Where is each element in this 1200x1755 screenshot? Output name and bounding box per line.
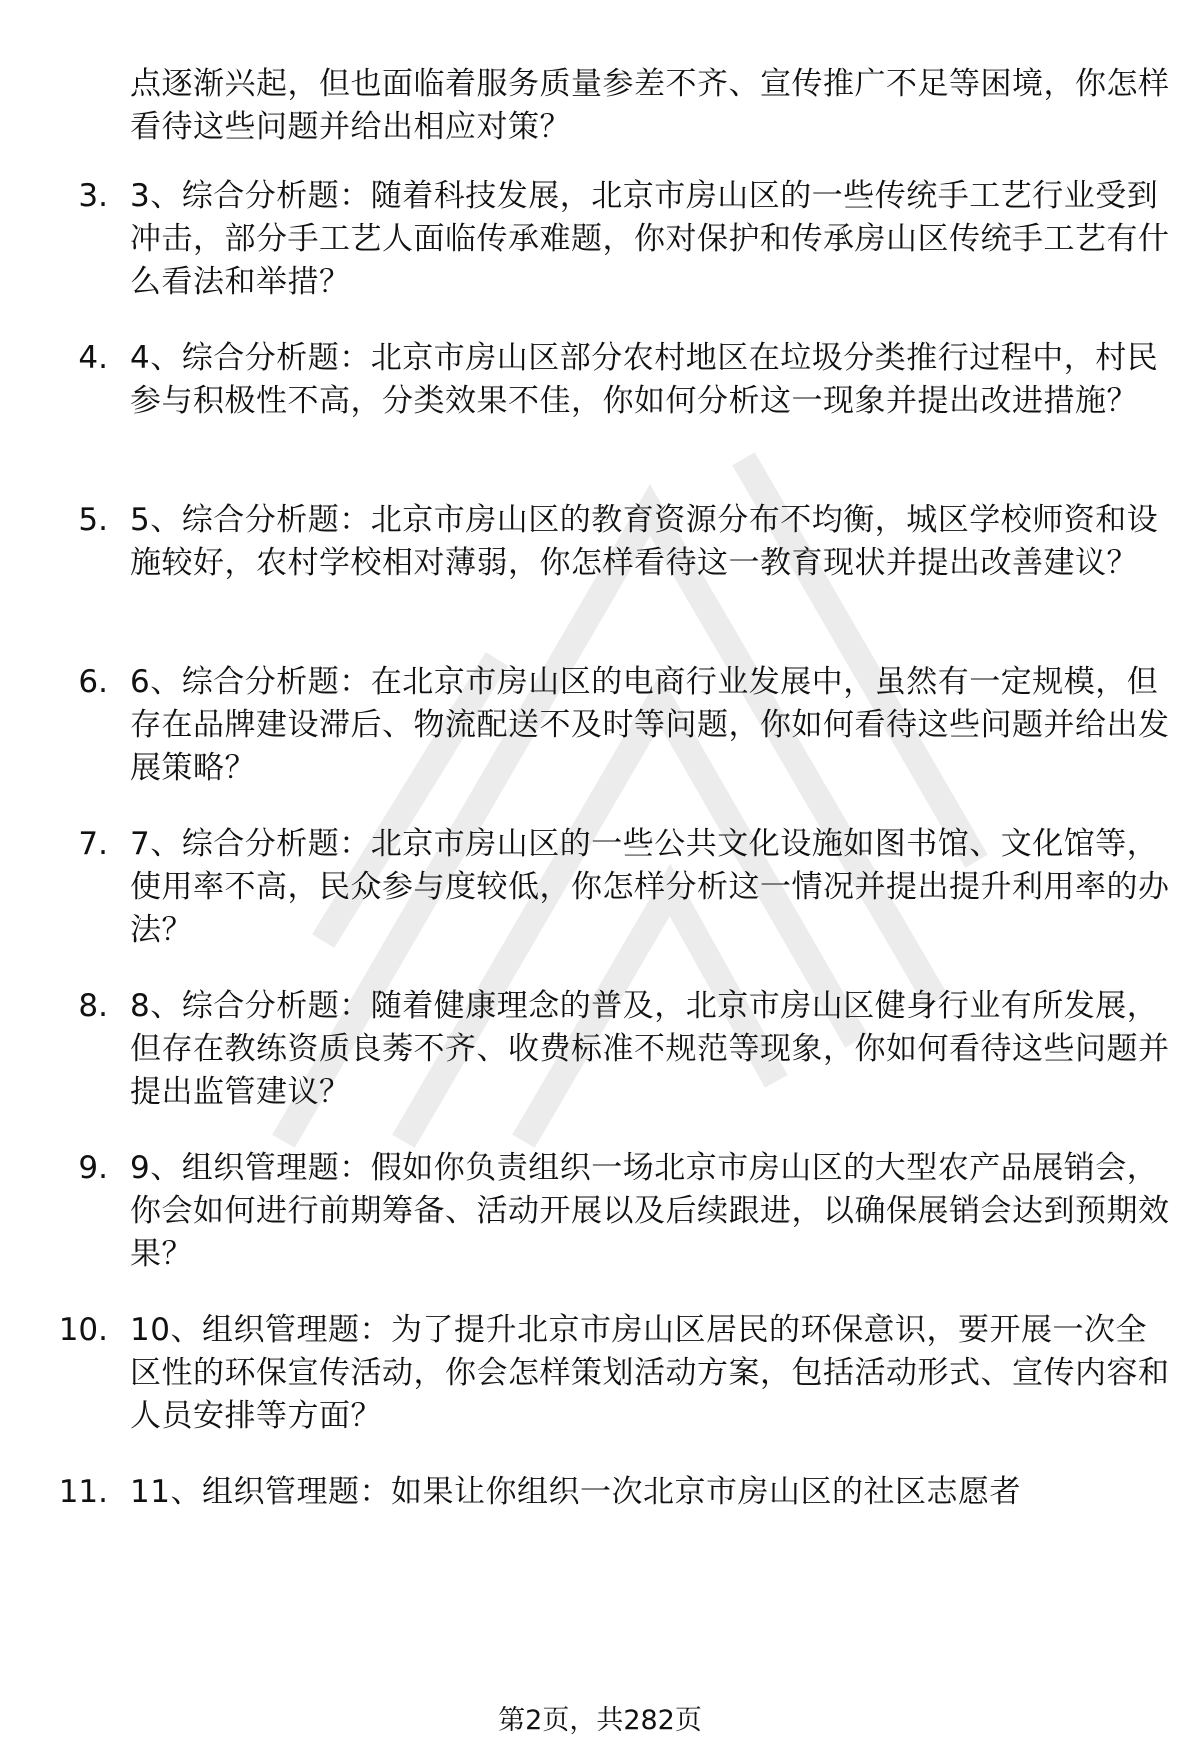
list-marker: 6. — [78, 664, 108, 700]
question-text: 9、组织管理题：假如你负责组织一场北京市房山区的大型农产品展销会，你会如何进行前期筹备、活动开展以及后续跟进，以确保展销会达到预期效果？ — [130, 1150, 1170, 1272]
list-marker: 9. — [78, 1150, 108, 1186]
question-text: 4、综合分析题：北京市房山区部分农村地区在垃圾分类推行过程中，村民参与积极性不高，分类效果不佳，你如何分析这一现象并提出改进措施？ — [130, 340, 1159, 419]
list-marker: 3. — [78, 178, 108, 214]
list-marker: 11. — [58, 1474, 108, 1510]
question-text: 10、组织管理题：为了提升北京市房山区居民的环保意识，要开展一次全区性的环保宣传活动，你会怎样策划活动方案，包括活动形式、宣传内容和人员安排等方面？ — [130, 1312, 1170, 1434]
list-marker: 10. — [58, 1312, 108, 1348]
question-text: 5、综合分析题：北京市房山区的教育资源分布不均衡，城区学校师资和设施较好，农村学校相对薄弱，你怎样看待这一教育现状并提出改善建议？ — [130, 502, 1159, 581]
list-marker: 7. — [78, 826, 108, 862]
question-text: 11、组织管理题：如果让你组织一次北京市房山区的社区志愿者 — [130, 1474, 1021, 1510]
question-text: 6、综合分析题：在北京市房山区的电商行业发展中，虽然有一定规模，但存在品牌建设滞后、物流配送不及时等问题，你如何看待这些问题并给出发展策略？ — [130, 664, 1170, 786]
continuation-paragraph: 点逐渐兴起，但也面临着服务质量参差不齐、宣传推广不足等困境，你怎样看待这些问题并给出相应对策？ — [130, 66, 1170, 145]
list-marker: 5. — [78, 502, 108, 538]
question-text: 3、综合分析题：随着科技发展，北京市房山区的一些传统手工艺行业受到冲击，部分手工艺人面临传承难题，你对保护和传承房山区传统手工艺有什么看法和举措？ — [130, 178, 1170, 300]
question-text: 7、综合分析题：北京市房山区的一些公共文化设施如图书馆、文化馆等，使用率不高，民众参与度较低，你怎样分析这一情况并提出提升利用率的办法？ — [130, 826, 1170, 948]
page-number-footer: 第2页，共282页 — [498, 1705, 702, 1736]
list-marker: 4. — [78, 340, 108, 376]
list-marker: 8. — [78, 988, 108, 1024]
question-text: 8、综合分析题：随着健康理念的普及，北京市房山区健身行业有所发展，但存在教练资质良莠不齐、收费标准不规范等现象，你如何看待这些问题并提出监管建议？ — [130, 988, 1170, 1110]
